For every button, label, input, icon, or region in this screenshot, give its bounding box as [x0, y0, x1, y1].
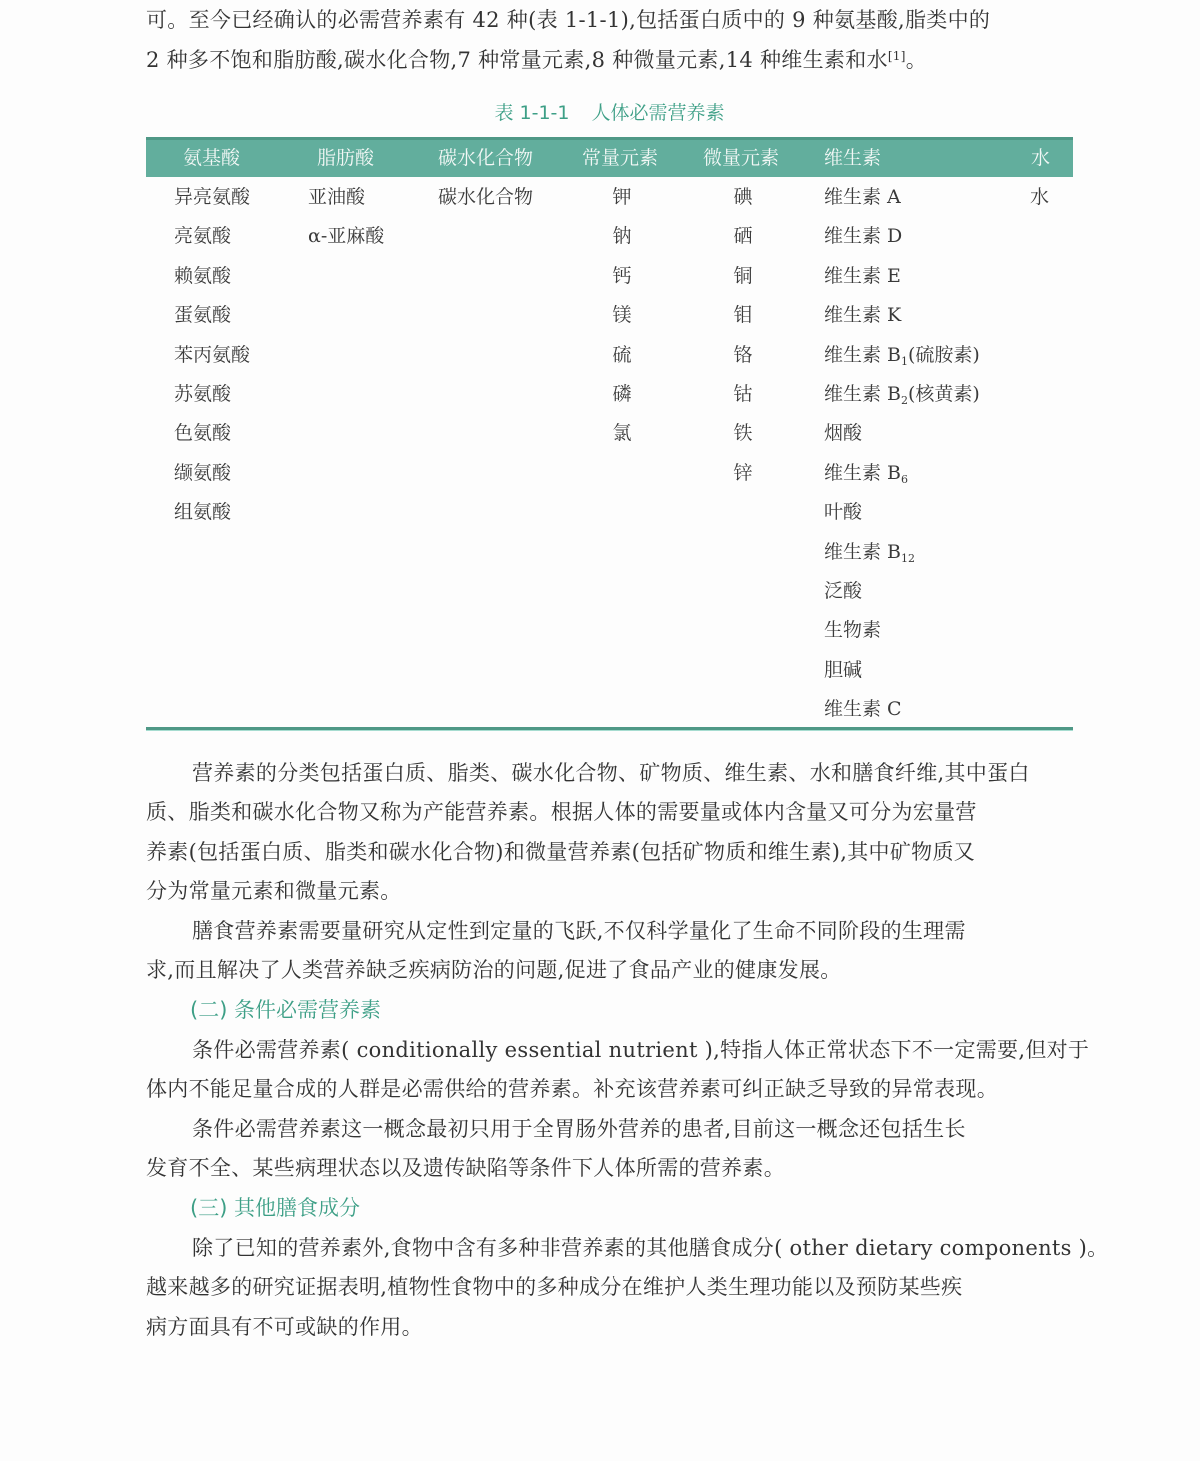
- table-cell: [824, 379, 980, 418]
- vitamin-name: 维生素 E: [824, 264, 901, 287]
- table-header-vitamins: 维生素: [824, 147, 882, 169]
- table-cell: 碳水化合物: [438, 186, 534, 208]
- table-cell: 碘: [733, 186, 753, 208]
- vitamin-name: 烟酸: [824, 422, 863, 445]
- intro-line-2-end: 。: [905, 48, 928, 72]
- table-cell: 异亮氨酸: [174, 186, 251, 208]
- table-cell: 蛋氨酸: [174, 304, 232, 327]
- table-caption: [146, 98, 1073, 128]
- column-amino-acids: [174, 182, 250, 537]
- vitamin-name: 胆碱: [824, 658, 863, 681]
- table-cell: 缬氨酸: [174, 461, 232, 484]
- table-cell: 钾: [612, 186, 632, 208]
- table-cell: 磷: [612, 382, 632, 405]
- table-cell: 亚油酸: [308, 186, 366, 208]
- vitamin-name: 泛酸: [824, 579, 863, 602]
- column-macro-elements: [602, 182, 642, 458]
- vitamin-name: 生物素: [824, 619, 882, 642]
- column-water: [1030, 182, 1049, 221]
- table-cell: [824, 261, 980, 300]
- table-cell: [824, 221, 980, 260]
- table-caption-title: 人体必需营养素: [591, 102, 725, 124]
- intro-line-1: 可。至今已经确认的必需营养素有 42 种(表 1-1-1),包括蛋白质中的 9 种氨基酸,脂类中的: [146, 8, 991, 32]
- p4-line-2: 发育不全、某些病理状态以及遗传缺陷等条件下人体所需的营养素。: [146, 1156, 785, 1180]
- p2-line-2: 求,而且解决了人类营养缺乏疾病防治的问题,促进了食品产业的健康发展。: [146, 958, 842, 982]
- table-header-water: 水: [1031, 147, 1051, 169]
- vitamin-name: 维生素 B: [824, 343, 902, 366]
- table-cell: 水: [1030, 186, 1050, 208]
- p4-line-1: 条件必需营养素这一概念最初只用于全胃肠外营养的患者,目前这一概念还包括生长: [192, 1117, 966, 1141]
- intro-line-2-text: 2 种多不饱和脂肪酸,碳水化合物,7 种常量元素,8 种微量元素,14 种维生素和水: [146, 48, 888, 72]
- vitamin-name: 叶酸: [824, 501, 863, 524]
- table-cell: [824, 537, 980, 576]
- table-cell: [824, 182, 980, 221]
- table-cell: [824, 497, 980, 536]
- table-cell: 钠: [612, 225, 632, 248]
- citation-ref[interactable]: [1]: [887, 49, 906, 63]
- table-cell: [824, 458, 980, 497]
- table-cell: 钴: [733, 382, 753, 405]
- table-cell: 铁: [733, 422, 753, 445]
- table-cell: 组氨酸: [174, 501, 232, 524]
- column-carbohydrates: [438, 182, 533, 221]
- table-cell: 亮氨酸: [174, 225, 232, 248]
- table-header-macro-elements: 常量元素: [582, 147, 659, 169]
- vitamin-subscript: 1: [901, 354, 909, 368]
- table-header-row: [146, 137, 1073, 177]
- table-cell: 苏氨酸: [174, 382, 232, 405]
- table-cell: 氯: [612, 422, 632, 445]
- table-cell: 铬: [733, 343, 753, 366]
- vitamin-name: 维生素 C: [824, 698, 902, 721]
- vitamin-name: 维生素 K: [824, 304, 902, 327]
- p3-line-1: 条件必需营养素( conditionally essential nutrient ),特指人体正常状态下不一定需要,但对于: [192, 1038, 1090, 1062]
- table-cell: 苯丙氨酸: [174, 343, 251, 366]
- table-cell: [824, 418, 980, 457]
- table-cell: [824, 340, 980, 379]
- table-cell: 硒: [733, 225, 753, 248]
- p3-line-2: 体内不能足量合成的人群是必需供给的营养素。补充该营养素可纠正缺乏导致的异常表现。: [146, 1077, 998, 1101]
- vitamin-subscript: 2: [901, 393, 909, 407]
- vitamin-alias: (核黄素): [908, 382, 980, 405]
- table-cell: α-亚麻酸: [308, 225, 385, 248]
- vitamin-alias: (硫胺素): [908, 343, 980, 366]
- table-cell: [824, 615, 980, 654]
- p2-line-1: 膳食营养素需要量研究从定性到定量的飞跃,不仅科学量化了生命不同阶段的生理需: [192, 919, 966, 943]
- table-header-carbohydrates: 碳水化合物: [438, 147, 534, 169]
- table-header-trace-elements: 微量元素: [703, 147, 780, 169]
- p1-line-1: 营养素的分类包括蛋白质、脂类、碳水化合物、矿物质、维生素、水和膳食纤维,其中蛋白: [192, 761, 1030, 785]
- document-page: [146, 0, 1109, 1461]
- table-caption-number: 表 1-1-1: [494, 102, 570, 124]
- table-cell: 赖氨酸: [174, 264, 232, 287]
- column-fatty-acids: [308, 182, 384, 261]
- table-cell: [824, 576, 980, 615]
- table-cell: 镁: [612, 304, 632, 327]
- p5-line-1: 除了已知的营养素外,食物中含有多种非营养素的其他膳食成分( other dietary components )。: [192, 1236, 1109, 1260]
- vitamin-subscript: 6: [901, 472, 909, 486]
- vitamin-name: 维生素 D: [824, 225, 903, 248]
- table-cell: [824, 300, 980, 339]
- column-vitamins: [824, 182, 980, 733]
- table-cell: 硫: [612, 343, 632, 366]
- p1-line-2: 质、脂类和碳水化合物又称为产能营养素。根据人体的需要量或体内含量又可分为宏量营: [146, 800, 977, 824]
- section-heading-other-dietary-components: (三) 其他膳食成分: [190, 1196, 361, 1220]
- p5-line-3: 病方面具有不可或缺的作用。: [146, 1315, 423, 1339]
- section-heading-conditional-nutrients: (二) 条件必需营养素: [190, 998, 382, 1022]
- table-cell: 钼: [733, 304, 753, 327]
- p5-line-2: 越来越多的研究证据表明,植物性食物中的多种成分在维护人类生理功能以及预防某些疾: [146, 1275, 963, 1299]
- table-cell: 色氨酸: [174, 422, 232, 445]
- column-trace-elements: [723, 182, 763, 497]
- table-bottom-rule: [146, 727, 1073, 731]
- table-header-amino-acids: 氨基酸: [183, 147, 241, 169]
- vitamin-subscript: 12: [901, 551, 916, 565]
- p1-line-3: 养素(包括蛋白质、脂类和碳水化合物)和微量营养素(包括矿物质和维生素),其中矿物质又: [146, 840, 976, 864]
- table-cell: [824, 655, 980, 694]
- table-header-fatty-acids: 脂肪酸: [317, 147, 375, 169]
- table-cell: 铜: [733, 264, 753, 287]
- table-cell: 锌: [733, 461, 753, 484]
- vitamin-name: 维生素 B: [824, 461, 902, 484]
- p1-line-4: 分为常量元素和微量元素。: [146, 879, 402, 903]
- vitamin-name: 维生素 B: [824, 540, 902, 563]
- intro-line-2: [146, 45, 1073, 75]
- vitamin-name: 维生素 B: [824, 382, 902, 405]
- vitamin-name: 维生素 A: [824, 186, 901, 208]
- table-cell: 钙: [612, 264, 632, 287]
